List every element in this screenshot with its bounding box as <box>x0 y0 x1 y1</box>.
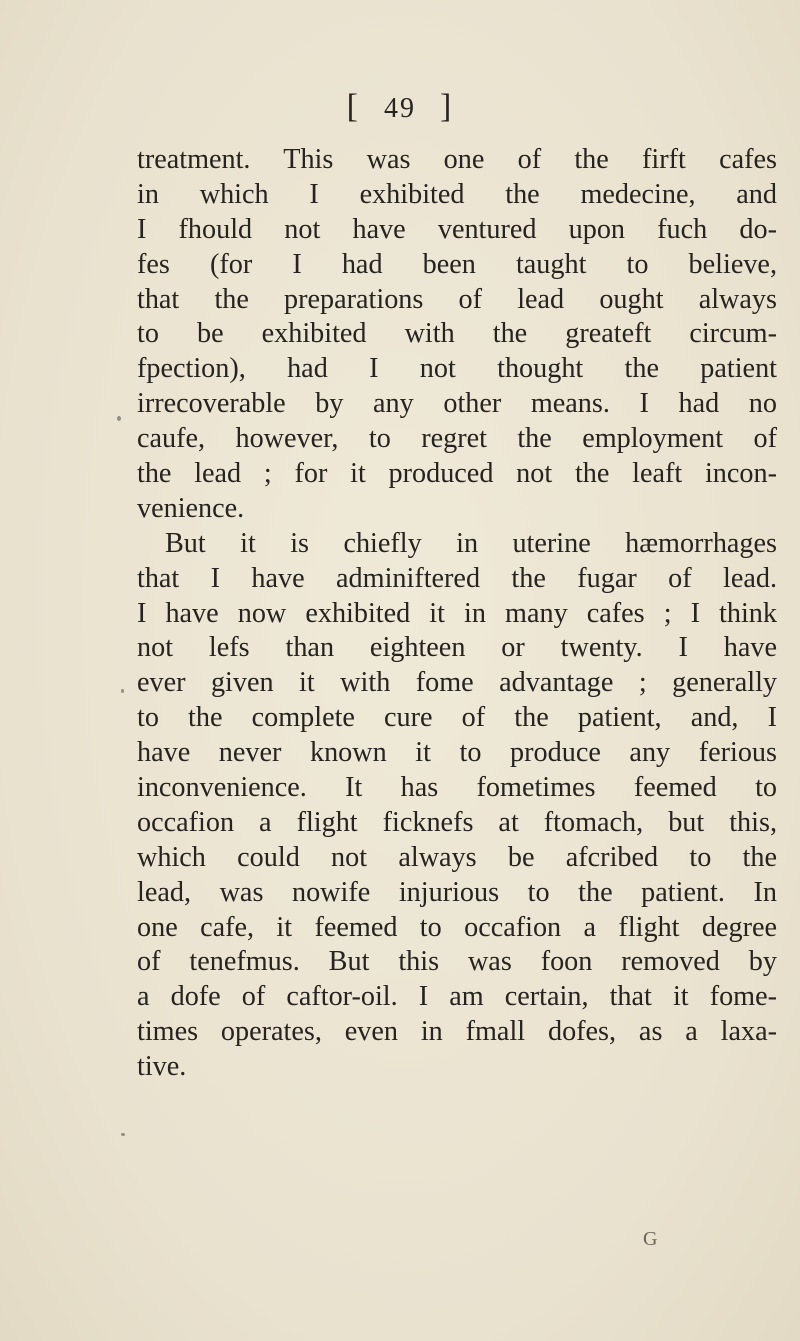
page-header <box>0 86 800 129</box>
body-text <box>137 143 777 1085</box>
text-line: a dofe of caftor-oil. I am certain, that it fome- <box>137 981 777 1013</box>
text-line: tive. <box>137 1051 187 1083</box>
left-bracket: [ <box>346 88 360 125</box>
text-line: lead, was nowife injurious to the patient. In <box>137 876 777 908</box>
text-line: occafion a flight ficknefs at ftomach, but this, <box>137 806 777 838</box>
text-line: the lead ; for it produced not the leaft incon- <box>137 458 777 490</box>
right-bracket: ] <box>440 88 454 125</box>
text-line: venience. <box>137 492 245 524</box>
paragraph-start-line: But it is chiefly in uterine hæmorrhages <box>165 527 777 559</box>
text-line: I have now exhibited it in many cafes ; I think <box>137 597 777 629</box>
text-line: I fhould not have ventured upon fuch do- <box>137 213 777 245</box>
text-line: one cafe, it feemed to occafion a flight degree <box>137 911 777 943</box>
text-line: have never known it to produce any ferious <box>137 737 777 769</box>
signature-mark: G <box>643 1228 658 1250</box>
text-line: which could not always be afcribed to the <box>137 841 777 873</box>
text-line: ever given it with fome advantage ; generally <box>137 667 777 699</box>
text-line: times operates, even in fmall dofes, as a laxa- <box>137 1016 777 1048</box>
text-line: to the complete cure of the patient, and, I <box>137 702 777 734</box>
text-line: to be exhibited with the greateft circum- <box>137 318 777 350</box>
ink-speck <box>121 689 124 693</box>
text-line: of tenefmus. But this was foon removed by <box>137 946 777 978</box>
text-line: treatment. This was one of the firft cafes <box>137 144 777 175</box>
text-line: caufe, however, to regret the employment of <box>137 423 777 455</box>
ink-speck <box>121 1133 125 1136</box>
text-line: not lefs than eighteen or twenty. I have <box>137 632 777 664</box>
text-line: inconvenience. It has fometimes feemed to <box>137 772 777 804</box>
text-line: that the preparations of lead ought always <box>137 283 777 315</box>
text-line: fpection), had I not thought the patient <box>137 353 777 385</box>
text-line: irrecoverable by any other means. I had no <box>137 388 777 420</box>
text-line: that I have adminiftered the fugar of lead. <box>137 562 777 594</box>
ink-speck <box>117 416 121 421</box>
text-line: in which I exhibited the medecine, and <box>137 178 777 210</box>
page-number: 49 <box>384 93 416 124</box>
text-line: fes (for I had been taught to believe, <box>137 248 777 280</box>
